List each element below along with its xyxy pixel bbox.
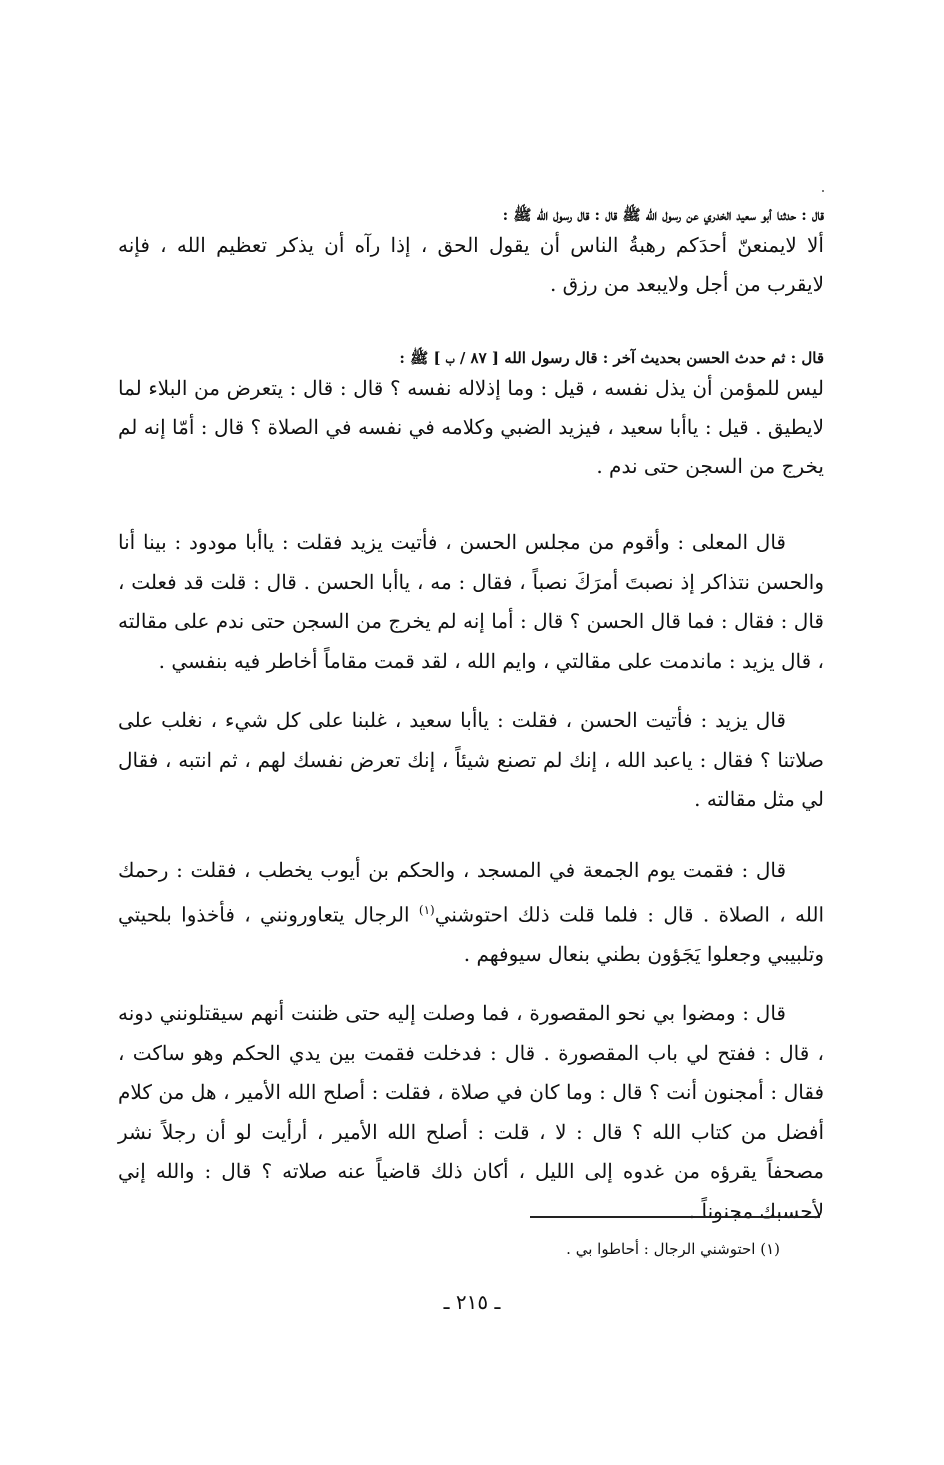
- footnote-reference: (١): [418, 902, 435, 917]
- paragraph-3: [118, 851, 824, 974]
- hadith-text-1: ألا لايمنعنّ أحدَكم رهبةُ الناس أن يقول الحق ، إذا رآه أن يذكر تعظيم الله ، فإنه لايقرب من أجل ولايبعد من رزق .: [118, 233, 824, 296]
- footnote: (١) احتوشني الرجال : أحاطوا بي .: [566, 1240, 780, 1258]
- isnad-line-1: قال : حدثنا أبو سعيد الخدري عن رسول الله ﷺ قال : قال رسول الله ﷺ :: [502, 206, 824, 224]
- paragraph-3-part-2: الرجال يتعاورونني ، فأخذوا بلحيتي وتلبيبي وجعلوا يَجَؤون بطني بنعال سيوفهم .: [118, 902, 824, 966]
- paragraph-1: قال المعلى : وأقوم من مجلس الحسن ، فأتيت يزيد فقلت : ياأبا مودود : بينا أنا والحسن نتذاكر إذ نصبتَ أمرَكَ نصباً ، فقال : مه ، ياأبا الحسن . قال : قلت قد فعلت ، قال : فقال : فما قال الحسن ؟ قال : أما إنه لم يخرج من السجن حتى ندم على مقالته ، قال يزيد : ماندمت على مقالتي ، وايم الله ، لقد قمت مقاماً أخاطر فيه بنفسي .: [118, 530, 824, 673]
- paragraph-3-part-1: قال : فقمت يوم الجمعة في المسجد ، والحكم بن أيوب يخطب ، فقلت : رحمك الله ، الصلاة . قال : فلما قلت ذلك احتوشني: [118, 858, 824, 927]
- isnad-line-2: قال : ثم حدث الحسن بحديث آخر : قال رسول الله [ ٨٧ / ب ] ﷺ :: [399, 349, 824, 367]
- paragraph-2: قال يزيد : فأتيت الحسن ، فقلت : ياأبا سعيد ، غلبنا على كل شيء ، نغلب على صلاتنا ؟ فقال : ياعبد الله ، إنك لم تصنع شيئاً ، إنك تعرض نفسك لهم ، ثم انتبه ، فقال لي مثل مقالته .: [118, 708, 824, 811]
- hadith-text-2: ليس للمؤمن أن يذل نفسه ، قيل : وما إذلاله نفسه ؟ قال : قال : يتعرض من البلاء لما لايطيق . قيل : ياأبا سعيد ، فيزيد الضبي وكلامه في نفسه في الصلاة ؟ قال : أمّا إنه لم يخرج من السجن حتى ندم .: [118, 376, 824, 478]
- page-number: ـ ٢١٥ ـ: [443, 1290, 501, 1314]
- scan-speck: [822, 190, 824, 192]
- footnote-divider: [530, 1216, 820, 1218]
- paragraph-4: قال : ومضوا بي نحو المقصورة ، فما وصلت إليه حتى ظننت أنهم سيقتلونني دونه ، قال : ففتح لي باب المقصورة . قال : فدخلت فقمت بين يدي الحكم وهو ساكت ، فقال : أمجنون أنت ؟ قال : وما كان في صلاة ، فقلت : أصلح الله الأمير ، هل من كلام أفضل من كتاب الله ؟ قال : لا ، قلت : أصلح الله الأمير ، أرأيت لو أن رجلاً نشر مصحفاً يقرؤه من غدوه إلى الليل ، أكان ذلك قاضياً عنه صلاته ؟ قال : والله إني لأحسبك مجنوناً .: [118, 1001, 824, 1223]
